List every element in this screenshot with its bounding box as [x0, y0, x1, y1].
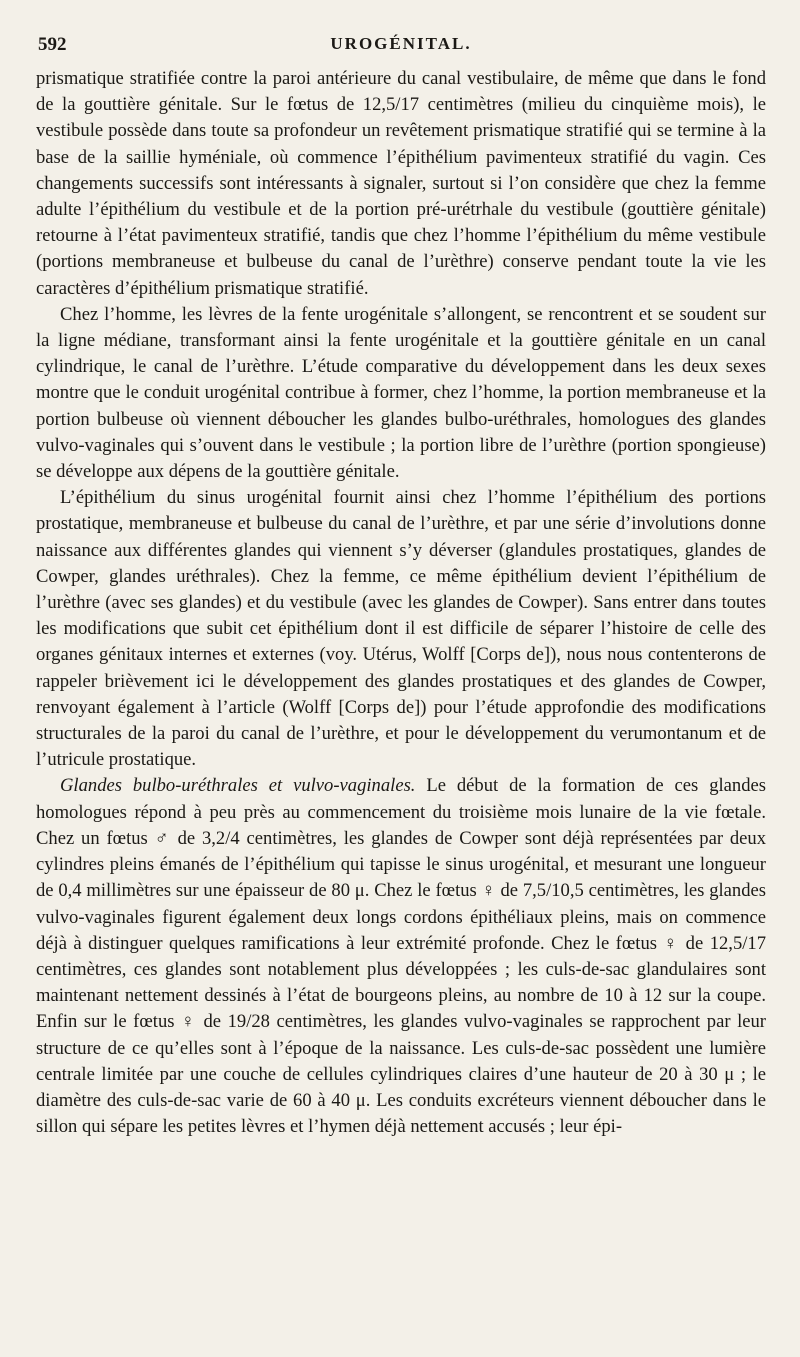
- section-paragraph: [36, 773, 766, 1140]
- paragraph-1: prismatique stratifiée contre la paroi antérieure du canal vestibulaire, de même que dans le fond de la gouttière génitale. Sur le fœtus de 12,5/17 centimètres (milieu du cinquième mois), le vestibule possède dans toute sa profondeur un revêtement prismatique stratifié qui se termine à la base de la saillie hyméniale, où commence l’épithélium pavimenteux stratifié du vagin. Ces changements successifs sont intéressants à signaler, surtout si l’on considère que chez la femme adulte l’épithélium du vestibule et de la portion pré-urétrhale du vestibule (gouttière génitale) retourne à l’état pavimenteux stratifié, tandis que chez l’homme l’épithélium du même vestibule (portions membraneuse et bulbeuse du canal de l’urèthre) conserve pendant toute la vie les caractères d’épithélium prismatique stratifié.: [36, 68, 766, 299]
- page-number: 592: [38, 34, 67, 55]
- running-title: UROGÉNITAL.: [330, 34, 472, 53]
- body-text: [36, 66, 766, 1140]
- page-header: [36, 30, 766, 62]
- section-heading: Glandes bulbo-uréthrales et vulvo-vaginales.: [60, 775, 416, 797]
- paragraph-2: Chez l’homme, les lèvres de la fente urogénitale s’allongent, se rencontrent et se soudent sur la ligne médiane, transformant ainsi la fente urogénitale et la gouttière génitale en un canal cylindrique, le canal de l’urèthre. L’étude comparative du développement dans les deux sexes montre que le conduit urogénital contribue à former, chez l’homme, la portion membraneuse et la portion bulbeuse où viennent déboucher les glandes bulbo-uréthrales, homologues des glandes vulvo-vaginales qui s’ouvent dans le vestibule ; la portion libre de l’urèthre (portion spongieuse) se développe aux dépens de la gouttière génitale.: [36, 303, 766, 483]
- section-text: Le début de la formation de ces glandes homologues répond à peu près au commencement du troisième mois lunaire de la vie fœtale. Chez un fœtus ♂ de 3,2/4 centimètres, les glandes de Cowper sont déjà représentées par deux cylindres pleins émanés de l’épithélium qui tapisse le sinus urogénital, et mesurant une longueur de 0,4 millimètres sur une épaisseur de 80 μ. Chez le fœtus ♀ de 7,5/10,5 centimètres, les glandes vulvo-vaginales figurent également deux longs cordons épithéliaux pleins, mais on commence déjà à distinguer quelques ramifications à leur extrémité profonde. Chez le fœtus ♀ de 12,5/17 centimètres, ces glandes sont notablement plus développées ; les culs-de-sac glandulaires sont maintenant nettement dessinés à l’état de bourgeons pleins, au nombre de 10 à 12 sur la coupe. Enfin sur le fœtus ♀ de 19/28 centimètres, les glandes vulvo-vaginales se rapprochent par leur structure de ce qu’elles sont à l’époque de la naissance. Les culs-de-sac possèdent une lumière centrale limitée par une couche de cellules cylindriques claires d’une hauteur de 20 à 30 μ ; le diamètre des culs-de-sac varie de 60 à 40 μ. Les conduits excréteurs viennent déboucher dans le sillon qui sépare les petites lèvres et l’hymen déjà nettement accusés ; leur épi-: [36, 775, 766, 1138]
- paragraph-3: L’épithélium du sinus urogénital fournit ainsi chez l’homme l’épithélium des portions prostatique, membraneuse et bulbeuse du canal de l’urèthre, et par une série d’involutions donne naissance aux différentes glandes qui viennent s’y déverser (glandules prostatiques, glandes de Cowper, glandes uréthrales). Chez la femme, ce même épithélium devient l’épithélium de l’urèthre (avec ses glandes) et du vestibule (avec les glandes de Cowper). Sans entrer dans toutes les modifications que subit cet épithélium dont il est difficile de séparer l’histoire de celle des organes génitaux internes et externes (voy. Utérus, Wolff [Corps de]), nous nous contenterons de rappeler brièvement ici le développement des glandes prostatiques et des glandes de Cowper, renvoyant également à l’article (Wolff [Corps de]) pour l’étude approfondie des modifications structurales de la paroi du canal de l’urèthre, et pour le développement du verumontanum et de l’utricule prostatique.: [36, 487, 766, 771]
